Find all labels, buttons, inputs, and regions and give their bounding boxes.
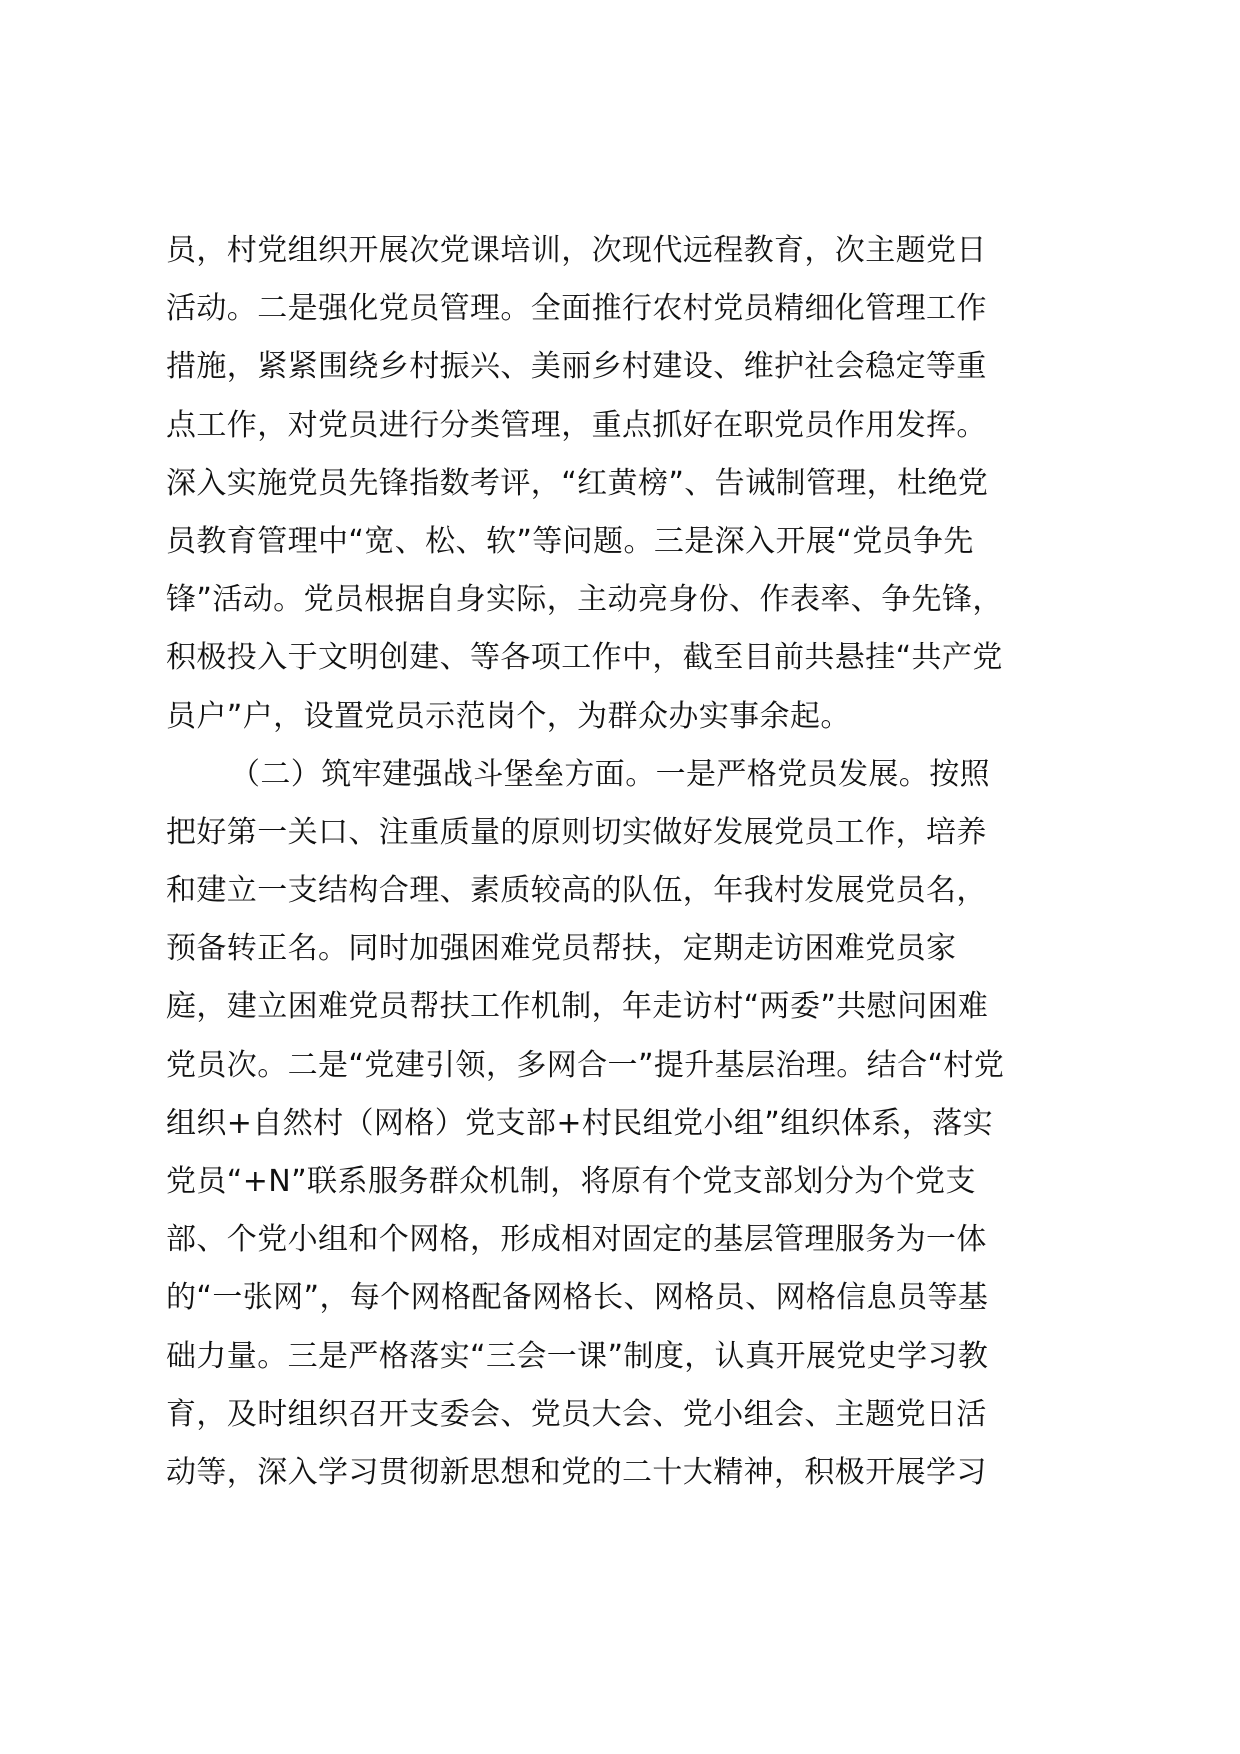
text-line: 点工作，对党员进行分类管理，重点抓好在职党员作用发挥。 <box>166 407 987 443</box>
text-line: 组织+自然村（网格）党支部+村民组党小组”组织体系，落实 <box>166 1105 994 1141</box>
text-line: 员，村党组织开展次党课培训，次现代远程教育，次主题党日 <box>166 233 987 268</box>
text-line: 预备转正名。同时加强困难党员帮扶，定期走访困难党员家 <box>166 931 957 967</box>
text-line: 庭，建立困难党员帮扶工作机制，年走访村“两委”共慰问困难 <box>166 989 989 1025</box>
text-line: 积极投入于文明创建、等各项工作中，截至目前共悬挂“共产党 <box>166 640 1003 676</box>
text-line: 和建立一支结构合理、素质较高的队伍，年我村发展党员名， <box>166 873 987 909</box>
text-line: 动等，深入学习贯彻新思想和党的二十大精神，积极开展学习 <box>166 1454 987 1490</box>
text-line: 育，及时组织召开支委会、党员大会、党小组会、主题党日活 <box>166 1396 987 1432</box>
section-heading-line: （二）筑牢建强战斗堡垒方面。一是严格党员发展。按照 <box>230 756 990 792</box>
text-line: 党员次。二是“党建引领，多网合一”提升基层治理。结合“村党 <box>166 1047 1005 1083</box>
text-line: 的“一张网”，每个网格配备网格长、网格员、网格信息员等基 <box>166 1280 989 1316</box>
text-line: 员户”户，设置党员示范岗个，为群众办实事余起。 <box>166 698 851 734</box>
text-line: 把好第一关口、注重质量的原则切实做好发展党员工作，培养 <box>166 814 987 850</box>
text-line: 锋”活动。党员根据自身实际，主动亮身份、作表率、争先锋， <box>166 582 1003 618</box>
text-line: 员教育管理中“宽、松、软”等问题。三是深入开展“党员争先 <box>166 523 974 559</box>
text-line: 活动。二是强化党员管理。全面推行农村党员精细化管理工作 <box>166 291 987 327</box>
text-line: 党员“+N”联系服务群众机制，将原有个党支部划分为个党支 <box>166 1164 976 1199</box>
text-line: 部、个党小组和个网格，形成相对固定的基层管理服务为一体 <box>166 1222 987 1258</box>
body-text <box>166 222 1086 1502</box>
text-line: 深入实施党员先锋指数考评，“红黄榜”、告诫制管理，杜绝党 <box>166 465 989 501</box>
text-line: 措施，紧紧围绕乡村振兴、美丽乡村建设、维护社会稳定等重 <box>166 349 987 385</box>
text-line: 础力量。三是严格落实“三会一课”制度，认真开展党史学习教 <box>166 1338 989 1374</box>
